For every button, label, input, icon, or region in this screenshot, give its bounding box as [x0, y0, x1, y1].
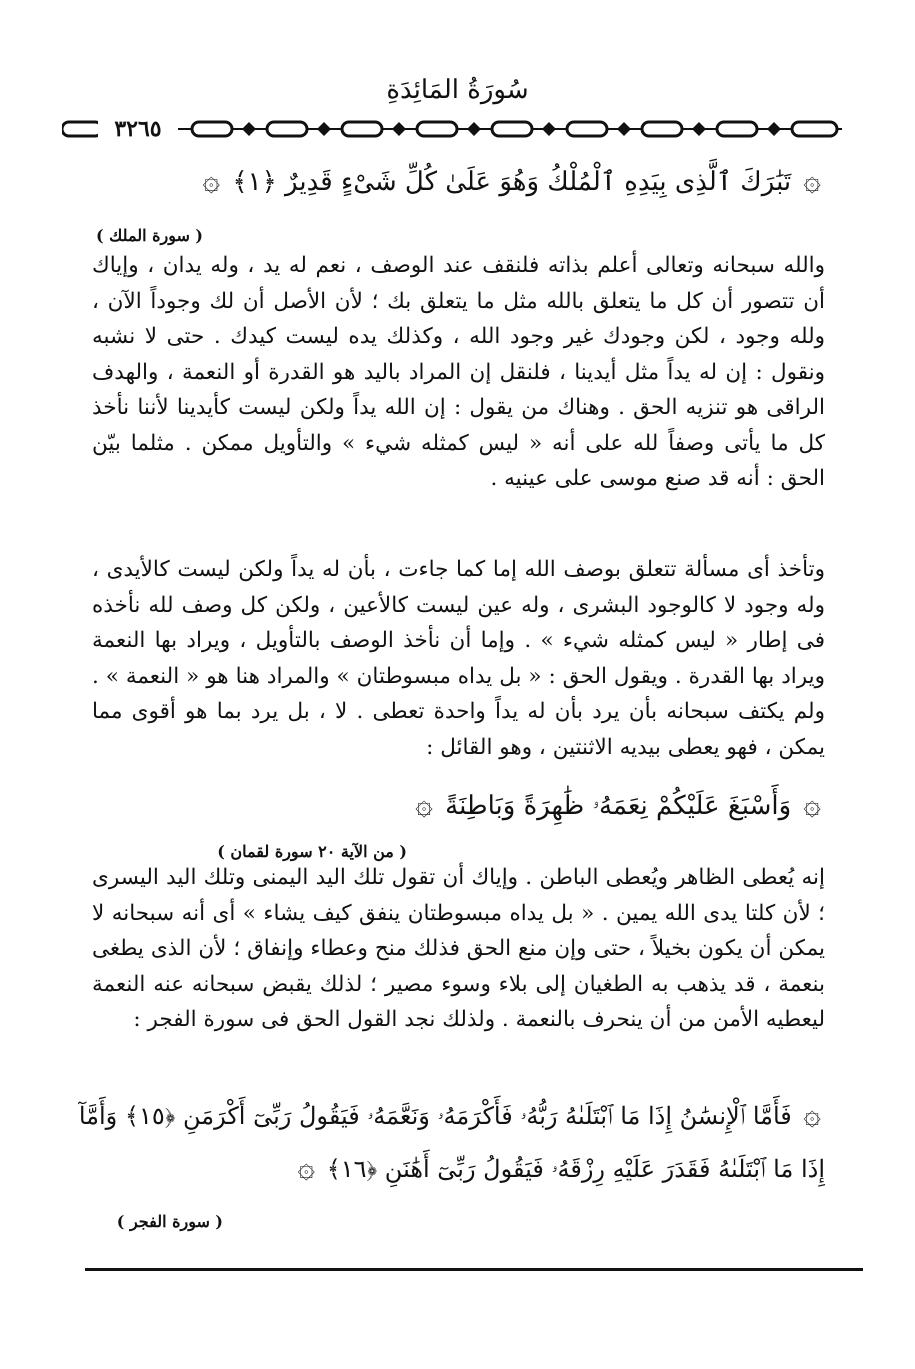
decorative-border — [62, 114, 842, 144]
verse-open-ornament: ۞ — [803, 163, 821, 198]
verse-text: إِذَا مَا ٱبْتَلَىٰهُ فَقَدَرَ عَلَيْهِ رِزْقَهُۥ فَيَقُولُ رَبِّىٓ أَهَٰنَنِ ﴿١٦﴾ — [326, 1155, 825, 1183]
paragraph-1: والله سبحانه وتعالى أعلم بذاته فلنقف عند الوصف ، نعم له يد ، وله يدان ، وإياك أن تتصور أن كل ما يتعلق بالله مثل ما يتعلق بك ؛ لأن الأصل أن لك وجوداً الآن ، ولله وجود ، لكن وجودك غير وجود الله ، وكذلك يده ليست كيدك . حتى لا نشبه ونقول : إن له يداً مثل أيدينا ، فلنقل إن المراد باليد هو القدرة أو النعمة ، والهدف الراقى هو تنزيه الحق . وهناك من يقول : إن الله يداً ولكن ليست كأيدينا لأننا نأخذ كل ما يأتى وصفاً لله على أنه « ليس كمثله شيء » والتأويل ممكن . مثلما بيّن الحق : أنه قد صنع موسى على عينيه . — [92, 253, 825, 491]
verse-reference-mulk: ( سورة الملك ) — [96, 226, 203, 245]
verse-mulk — [80, 156, 825, 207]
paragraph-3: إنه يُعطى الظاهر ويُعطى الباطن . وإياك أن تقول تلك اليد اليمنى وتلك اليد اليسرى ؛ لأن كلتا يدى الله يمين . « بل يداه مبسوطتان ينفق كيف يشاء » أى أنه سبحانه لا يمكن أن يكون بخيلاً ، حتى وإن منع الحق فذلك منح وعطاء وإنفاق ؛ لأن الذى يطغى بنعمة ، قد يذهب به الطغيان إلى بلاء وسوء مصير ؛ لذلك يقبض سبحانه عنه النعمة ليعطيه الأمن من أن ينحرف بالنعمة . ولذلك نجد القول الحق فى سورة الفجر : — [92, 865, 825, 1032]
verse-text: وَأَسْبَغَ عَلَيْكُمْ نِعَمَهُۥ ظَٰهِرَةً وَبَاطِنَةً — [445, 791, 792, 821]
verse-close-ornament: ۞ — [415, 787, 433, 822]
verse-fajr-line-2 — [80, 1143, 825, 1194]
surah-header-title: سُورَةُ المَائِدَةِ — [386, 75, 529, 105]
verse-reference-fajr: ( سورة الفجر ) — [116, 1212, 223, 1231]
footer-divider — [85, 1268, 863, 1271]
verse-reference-luqman: ( من الآية ٢٠ سورة لقمان ) — [217, 842, 407, 861]
verse-text: تَبَٰرَكَ ٱلَّذِى بِيَدِهِ ٱلْمُلْكُ وَهُوَ عَلَىٰ كُلِّ شَىْءٍ قَدِيرٌ ﴿١﴾ — [232, 167, 792, 197]
verse-open-ornament: ۞ — [803, 787, 821, 822]
verse-fajr-line-1 — [80, 1090, 825, 1141]
paragraph-2: وتأخذ أى مسألة تتعلق بوصف الله إما كما جاءت ، بأن له يداً ولكن ليست كالأيدى ، وله وجود لا كالوجود البشرى ، وله عين ليست كالأعين ، ولكن كل وصف لله نأخذه فى إطار « ليس كمثله شيء » . وإما أن نأخذ الوصف بالتأويل ، ويراد بها النعمة ويراد بها القدرة . ويقول الحق : « بل يداه مبسوطتان » والمراد هنا هو « النعمة » . ولم يكتف سبحانه بأن يرد بأن له يداً واحدة تعطى . لا ، بل يرد بما هو أقوى مما يمكن ، فهو يعطى بيديه الاثنتين ، وهو القائل : — [92, 557, 825, 760]
verse-close-ornament: ۞ — [297, 1150, 316, 1185]
verse-close-ornament: ۞ — [202, 163, 221, 198]
page-number: ٣٢٦٥ — [98, 111, 178, 147]
verse-open-ornament: ۞ — [803, 1097, 821, 1132]
verse-luqman — [80, 780, 825, 831]
verse-text: فَأَمَّا ٱلْإِنسَٰنُ إِذَا مَا ٱبْتَلَىٰهُ رَبُّهُۥ فَأَكْرَمَهُۥ وَنَعَّمَهُۥ فَيَقُولُ رَبِّىٓ أَكْرَمَنِ ﴿١٥﴾ وَأَمَّآ — [78, 1102, 792, 1130]
